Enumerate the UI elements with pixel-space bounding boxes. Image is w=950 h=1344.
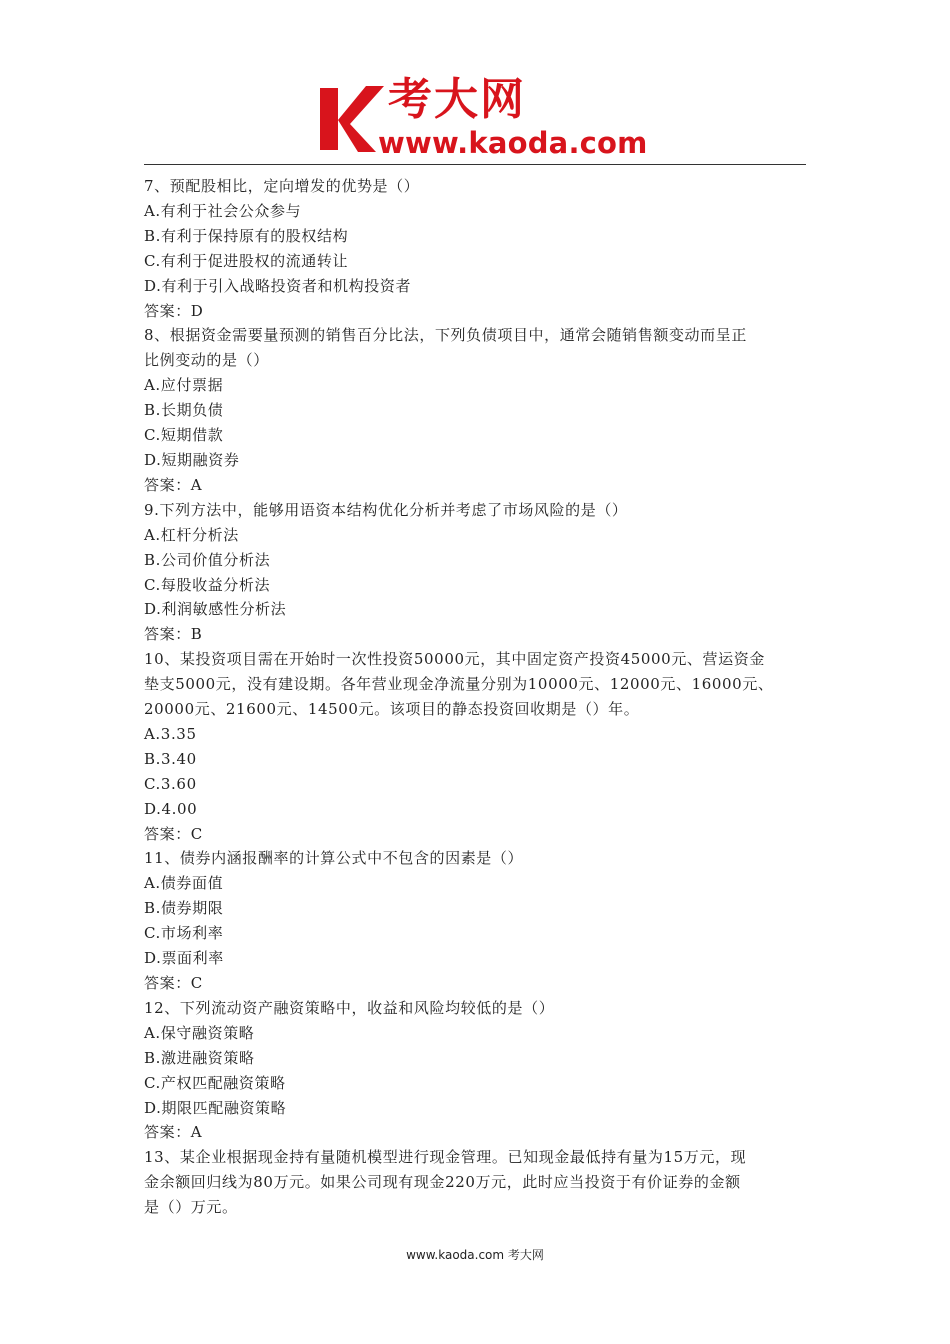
- page-footer: www.kaoda.com 考大网: [406, 1248, 544, 1262]
- text-line: 12、下列流动资产融资策略中，收益和风险均较低的是（）: [144, 998, 555, 1017]
- page-header: [0, 0, 950, 166]
- text-line: B.3.40: [144, 749, 197, 768]
- header-divider: [144, 164, 806, 165]
- text-line: D.有利于引入战略投资者和机构投资者: [144, 276, 412, 295]
- text-line: B.长期负债: [144, 401, 224, 420]
- text-line: C.产权匹配融资策略: [144, 1073, 286, 1092]
- text-line: 比例变动的是（）: [144, 351, 269, 370]
- text-line: 答案：B: [144, 625, 203, 644]
- text-line: D.期限匹配融资策略: [144, 1098, 287, 1117]
- text-line: A.保守融资策略: [144, 1023, 255, 1042]
- k-logo-icon: [318, 80, 384, 158]
- text-line: D.利润敏感性分析法: [144, 600, 287, 619]
- text-line: A.应付票据: [144, 376, 224, 395]
- text-line: 答案：D: [144, 301, 204, 320]
- text-line: 答案：A: [144, 475, 203, 494]
- text-line: 11、债券内涵报酬率的计算公式中不包含的因素是（）: [144, 849, 524, 868]
- text-line: 7、预配股相比，定向增发的优势是（）: [144, 177, 420, 195]
- text-line: 20000元、21600元、14500元。该项目的静态投资回收期是（）年。: [144, 700, 640, 719]
- text-line: B.激进融资策略: [144, 1048, 255, 1067]
- text-line: C.市场利率: [144, 924, 224, 943]
- text-line: 金余额回归线为80万元。如果公司现有现金220万元，此时应当投资于有价证券的金额: [144, 1173, 741, 1192]
- text-line: B.公司价值分析法: [144, 550, 271, 569]
- text-line: A.债券面值: [144, 874, 224, 893]
- text-line: D.票面利率: [144, 949, 224, 968]
- text-line: 答案：C: [144, 824, 203, 843]
- text-line: A.3.35: [144, 724, 197, 743]
- text-line: 答案：A: [144, 1123, 203, 1142]
- text-line: 垫支5000元，没有建设期。各年营业现金净流量分别为10000元、12000元、16000元、: [144, 675, 774, 694]
- text-line: D.4.00: [144, 799, 198, 818]
- kaoda-logo: [318, 74, 648, 160]
- text-line: 是（）万元。: [144, 1198, 238, 1217]
- text-line: C.3.60: [144, 774, 197, 793]
- text-line: B.有利于保持原有的股权结构: [144, 226, 349, 245]
- text-line: C.有利于促进股权的流通转让: [144, 251, 349, 270]
- text-line: 8、根据资金需要量预测的销售百分比法，下列负债项目中，通常会随销售额变动而呈正: [144, 326, 747, 345]
- text-line: A.杠杆分析法: [144, 525, 239, 544]
- text-line: 10、某投资项目需在开始时一次性投资50000元，其中固定资产投资45000元、营运资金: [144, 650, 765, 669]
- text-line: 9.下列方法中，能够用语资本结构优化分析并考虑了市场风险的是（）: [144, 500, 628, 519]
- text-line: C.短期借款: [144, 426, 224, 445]
- text-line: B.债券期限: [144, 899, 224, 918]
- text-line: A.有利于社会公众参与: [144, 201, 302, 220]
- logo-chinese-name: 考大网: [388, 74, 526, 125]
- text-line: 13、某企业根据现金持有量随机模型进行现金管理。已知现金最低持有量为15万元，现: [144, 1148, 747, 1167]
- text-line: 答案：C: [144, 974, 203, 992]
- text-line: C.每股收益分析法: [144, 575, 271, 594]
- text-line: D.短期融资券: [144, 450, 240, 469]
- logo-url: www.kaoda.com: [378, 126, 648, 160]
- document-body: [144, 174, 808, 1220]
